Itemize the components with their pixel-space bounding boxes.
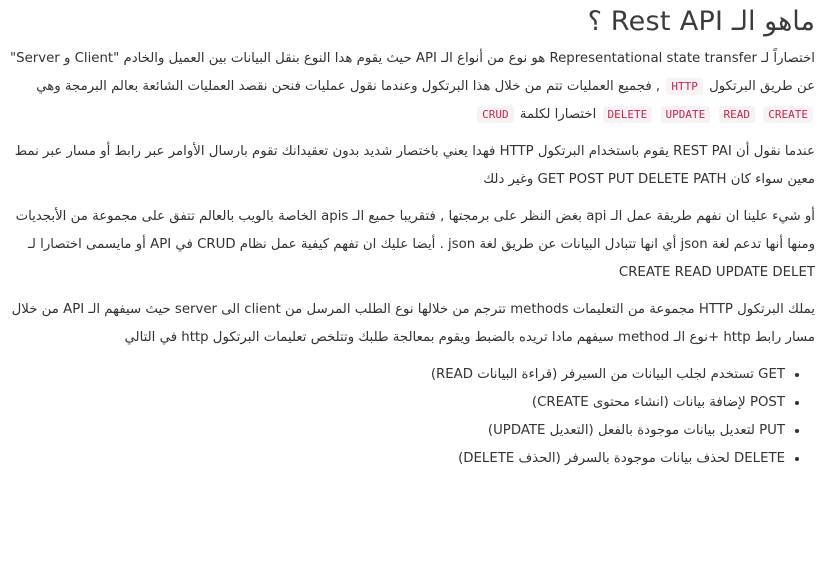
code-create: CREATE (763, 106, 813, 123)
list-item: • GET تستخدم لجلب البيانات من السيرفر (قراءة البيانات READ) (10, 361, 785, 389)
paragraph-http-usage: عندما نقول أن REST PAI يقوم باستخدام البرتكول HTTP فهدا يعني باختصار شديد بدون تعقيدانك تقوم بارسال الأوامر عبر رابط أو مسار عبر نمط معين سواء كان GET POST PUT DELETE PATH وغير دلك (14, 144, 815, 187)
definition-text-1: اختصاراً لـ Representational state transfer هو نوع من أنواع الـ API حيث يقوم هدا النوع بنقل البيانات بين العميل والخادم "Client و Server" عن طريق البرتكول (10, 51, 815, 94)
code-read: READ (719, 106, 756, 123)
paragraph-api-basics: أو شيء علينا ان نفهم طريقة عمل الـ api بغض النظر على برمجتها , فتقريبا جميع الـ apis الخاصة بالويب بالعالم تتفق على مجموعة من الأبجديات ومنها أنها تدعم لغة json أي انها تتبادل البيانات عن طريق لغة json . أيضا عليك ان تفهم كيفية عمل نظام CRUD في API أو مايسمى اختصارا لـ CREATE READ UPDATE DELET (15, 209, 815, 280)
definition-text-2: , فجميع العمليات تتم من خلال هذا البرتكول وعندما نقول عمليات فنحن نقصد العمليات الشائعة بعالم البرمجة وهي (36, 79, 661, 94)
code-delete: DELETE (603, 106, 653, 123)
paragraph-http-methods: يملك البرتكول HTTP مجموعة من التعليمات methods تترجم من خلالها نوع الطلب المرسل من client الى server حيث سيفهم الـ API من خلال مسار رابط http +نوع الـ method سيفهم مادا تريده بالضبط ويقوم بمعالجة طلبك وتتلخص تعليمات البرتكول http في التالي (11, 302, 815, 345)
list-item: • POST لإضافة بيانات (انشاء محتوى CREATE) (10, 389, 785, 417)
list-item: • PUT لتعديل بيانات موجودة بالفعل (التعديل UPDATE) (10, 417, 785, 445)
page-title: ماهو الـ Rest API ؟ (587, 6, 815, 37)
code-update: UPDATE (661, 106, 711, 123)
code-http: HTTP (666, 78, 703, 95)
methods-list (10, 361, 815, 473)
definition-text-3: اختصارا لكلمة (519, 107, 597, 122)
list-item: • DELETE لحذف بيانات موجودة بالسرفر (الحذف DELETE) (10, 445, 785, 473)
paragraph-definition (10, 45, 815, 129)
code-crud: CRUD (477, 106, 514, 123)
